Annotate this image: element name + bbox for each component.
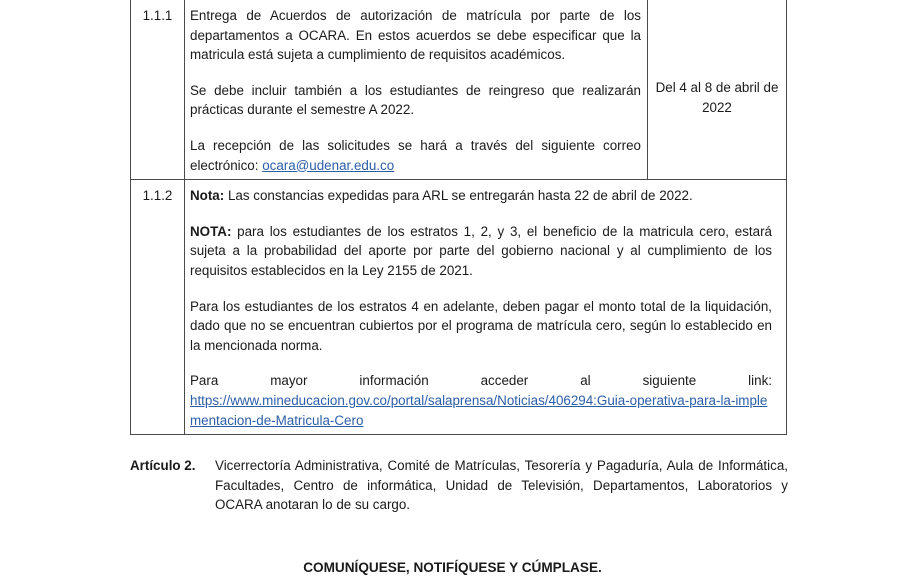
article-text: Vicerrectoría Administrativa, Comité de Matrículas, Tesorería y Pagaduría, Aula de Informática, Facultades, Centro de informática, Unidad de Televisión, Departamentos, Laboratorios y OCARA anotaran lo de su cargo. bbox=[215, 458, 788, 513]
note-label: Nota: bbox=[190, 188, 225, 204]
info-link[interactable]: https://www.mineducacion.gov.co/portal/salaprensa/Noticias/406294:Guia-operativa-para-la-implementacion-de-Matricula-Cero bbox=[190, 392, 768, 428]
table-row bbox=[131, 0, 787, 180]
row-number: 1.1.1 bbox=[131, 0, 185, 180]
paragraph-text: Las constancias expedidas para ARL se entregarán hasta 22 de abril de 2022. bbox=[224, 188, 693, 204]
closing-statement: COMUNÍQUESE, NOTIFÍQUESE Y CÚMPLASE. bbox=[303, 560, 602, 575]
paragraph bbox=[190, 186, 772, 206]
paragraph-text: La recepción de las solicitudes se hará a través del siguiente correo electrónico: bbox=[190, 137, 641, 173]
schedule-table bbox=[130, 0, 787, 435]
paragraph: Se debe incluir también a los estudiantes de reingreso que realizarán prácticas durante el semestre A 2022. bbox=[190, 82, 641, 118]
article-label: Artículo 2. bbox=[130, 458, 196, 473]
row-number: 1.1.2 bbox=[131, 180, 185, 435]
row-description bbox=[185, 180, 787, 435]
paragraph-text: para los estudiantes de los estratos 1, 2, y 3, el beneficio de la matricula cero, estará sujeta a la probabilidad del aporte por parte del gobierno nacional y al cumplimiento de los requisitos establecidos en la Ley 2155 de 2021. bbox=[190, 223, 772, 278]
paragraph bbox=[190, 222, 772, 281]
paragraph bbox=[190, 136, 641, 175]
paragraph: Entrega de Acuerdos de autorización de matrícula por parte de los departamentos a OCARA. En estos acuerdos se debe especificar que la matricula está sujeta a cumplimiento de requisitos académicos. bbox=[190, 8, 641, 63]
link-intro: Para mayor información acceder al siguiente link: bbox=[190, 373, 772, 389]
paragraph: Para los estudiantes de los estratos 4 en adelante, deben pagar el monto total de la liquidación, dado que no se encuentran cubiertos por el programa de matrícula cero, según lo establecido en la mencionada norma. bbox=[190, 298, 772, 353]
table-row bbox=[131, 180, 787, 435]
email-link[interactable]: ocara@udenar.edu.co bbox=[262, 157, 395, 173]
article-2 bbox=[130, 456, 788, 515]
row-date: Del 4 al 8 de abril de 2022 bbox=[648, 0, 787, 180]
row-description bbox=[185, 0, 648, 180]
note-label: NOTA: bbox=[190, 223, 232, 239]
paragraph bbox=[190, 391, 772, 430]
